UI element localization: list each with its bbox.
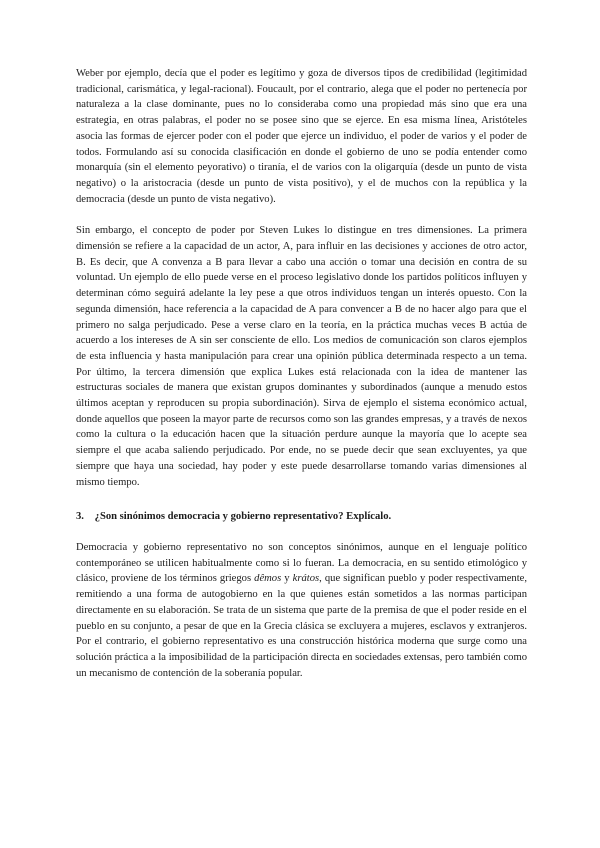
paragraph-lukes-dimensions: Sin embargo, el concepto de poder por Steven Lukes lo distingue en tres dimensiones. La primera dimensión se refiere a la capacidad de un actor, A, para influir en las decisiones y acciones de otro actor, B. Es decir, que A convenza a B para llevar a cabo una acción o tomar una decisión en contra de su voluntad. Un ejemplo de ello puede verse en el proceso legislativo donde los partidos políticos influyen y determinan cómo seguirá adelante la ley pese a que otros individuos tengan un interés opuesto. Con la segunda dimensión, hace referencia a la capacidad de A para convencer a B de no hacer algo para que el primero no salga perjudicado. Pese a verse claro en la teoría, en la práctica muchas veces B actúa de acuerdo a los intereses de A sin ser consciente de ello. Los medios de comunicación son claros ejemplos de esta influencia y hasta manipulación para crear una opinión pública determinada respecto a un tema. Por último, la tercera dimensión que explica Lukes está relacionada con la idea de mantener las estructuras sociales de manera que existan grupos dominantes y subordinados (aunque a menudo estos últimos aceptan y reproducen su propia subordinación). Sirva de ejemplo el sistema económico actual, donde aquellos que poseen la mayor parte de recursos como son las grandes empresas, y a través de nexos como la cultura o la educación hacen que la situación perdure aunque la mayoría que lo acepte sea siempre el que acaba saliendo perjudicado. Por ende, no se puede decir que sean excluyentes, ya que siempre que haya una sociedad, hay poder y este puede desarrollarse tomando varias dimensiones al mismo tiempo. bbox=[76, 225, 527, 488]
greek-term-kratos: krátos bbox=[292, 573, 320, 585]
paragraph-power-weber-foucault: Weber por ejemplo, decía que el poder es legítimo y goza de diversos tipos de credibilidad (legitimidad tradicional, carismática, y legal-racional). Foucault, por el contrario, alega que el poder no pertenecía por naturaleza a la clase dominante, pues no lo consideraba como una propiedad más sino que era una estrategia, en otras palabras, el poder no se posee sino que se ejerce. En esa misma línea, Aristóteles asocia las formas de ejercer poder con el poder que ejerce un individuo, el poder de varios y el poder de todos. Formulando así su conocida clasificación en donde el gobierno de uno se podía entender como monarquía (sin el elemento peyorativo) o tiranía, el de varios con la oligarquía (desde un punto de vista negativo) o la aristocracia (desde un punto de vista positivo), y el de muchos con la república y la democracia (desde un punto de vista negativo). bbox=[76, 68, 527, 205]
greek-term-demos: dêmos bbox=[254, 573, 282, 585]
term-joiner: y bbox=[281, 573, 293, 585]
paragraph-text-end: , que significan pueblo y poder respectivamente, remitiendo a una forma de autogobierno en la que quienes están sometidos a las normas participan directamente en su elaboración. Se trata de un sistema que parte de la premisa de que el poder reside en el pueblo en su conjunto, a pesar de que en la Grecia clásica se excluyera a mujeres, esclavos y extranjeros. Por el contrario, el gobierno representativo es una construcción histórica moderna que surge como una solución práctica a la imposibilidad de la participación directa en sociedades extensas, pero también como un mecanismo de contención de la soberanía popular. bbox=[76, 573, 527, 679]
section-heading bbox=[76, 509, 527, 525]
section-title: ¿Son sinónimos democracia y gobierno representativo? Explícalo. bbox=[94, 511, 392, 523]
paragraph-text-start: Democracia y gobierno representativo no son conceptos sinónimos, aunque en el lenguaje político contemporáneo se utilicen habitualmente como si lo fueran. La democracia, en su sentido etimológico y clásico, proviene de los términos griegos bbox=[76, 541, 527, 585]
document-body bbox=[76, 66, 527, 681]
paragraph-democracy-representation bbox=[76, 540, 527, 681]
section-number: 3. bbox=[76, 511, 84, 523]
